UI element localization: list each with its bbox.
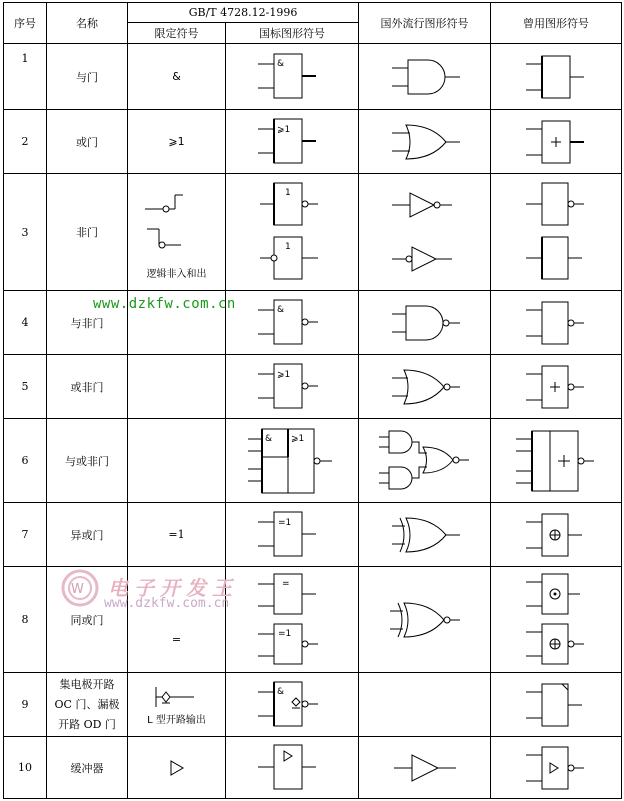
gb-buffer-symbol	[252, 741, 332, 795]
table-row	[4, 503, 622, 567]
row-index: 5	[4, 355, 47, 419]
gb-nand-label: &	[277, 304, 285, 315]
header-index: 序号	[4, 3, 47, 44]
row-index: 9	[4, 673, 47, 737]
gb-xor-gate-symbol	[252, 508, 332, 562]
table-row	[4, 419, 622, 503]
row-index: 1	[4, 44, 47, 110]
row-name-line3: 开路 OD 门	[58, 717, 116, 731]
header-standard: GB/T 4728.12-1996	[128, 3, 359, 23]
row-index: 6	[4, 419, 47, 503]
gb-aoi-and-label: &	[265, 433, 273, 444]
foreign-nor-gate-symbol	[380, 362, 470, 412]
header-common: 曾用图形符号	[491, 3, 622, 44]
common-not-gate-symbol	[516, 177, 596, 287]
header-qualifier: 限定符号	[128, 23, 226, 44]
foreign-or-gate-symbol	[380, 117, 470, 167]
qualifier-symbol	[128, 355, 226, 419]
gb-not-label-2: 1	[285, 242, 291, 252]
foreign-aoi-gate-symbol	[375, 425, 475, 497]
gb-xnor-alt-label: =1	[278, 628, 292, 639]
common-nor-gate-symbol	[516, 360, 596, 414]
foreign-not-gate-symbol	[380, 177, 470, 287]
qualifier-caption: 逻辑非入和出	[146, 268, 207, 280]
common-xnor-gate-symbol	[516, 570, 596, 670]
row-name: 异或门	[47, 503, 128, 567]
row-name: 或非门	[47, 355, 128, 419]
gb-nor-gate-symbol	[252, 360, 332, 414]
qualifier-symbol	[128, 419, 226, 503]
gb-nand-gate-symbol	[252, 296, 332, 350]
gb-open-drain-symbol	[252, 678, 332, 732]
gb-and-gate-symbol	[252, 50, 332, 104]
gb-and-label: &	[277, 58, 285, 69]
qualifier-symbol: =	[128, 567, 226, 673]
row-name: 与或非门	[47, 419, 128, 503]
gb-not-label-1: 1	[285, 188, 291, 198]
row-name: 非门	[47, 174, 128, 291]
svg-text:W: W	[71, 582, 84, 597]
gb-xnor-label: =	[282, 578, 290, 589]
row-name: 与非门	[47, 291, 128, 355]
row-name-line2: OC 门、漏极	[54, 697, 120, 711]
logic-gate-symbol-table	[3, 2, 622, 799]
gb-nor-label: ⩾1	[277, 369, 291, 380]
watermark-title: 电子开发王	[108, 576, 238, 600]
row-name-line1: 集电极开路	[59, 677, 115, 691]
watermark-url: www.dzkfw.com.cn	[93, 296, 236, 312]
row-index: 4	[4, 291, 47, 355]
qualifier-symbol: =1	[128, 503, 226, 567]
negation-qualifier-symbol	[137, 185, 217, 265]
gb-od-label: &	[277, 686, 285, 697]
gb-aoi-or-label: ⩾1	[291, 433, 305, 444]
common-nand-gate-symbol	[516, 296, 596, 350]
table-row	[4, 737, 622, 799]
qualifier-symbol: &	[128, 44, 226, 110]
row-name: 与门	[47, 44, 128, 110]
table-row	[4, 355, 622, 419]
gb-aoi-gate-symbol	[242, 425, 342, 497]
common-or-gate-symbol	[516, 115, 596, 169]
header-gb-symbol: 国标图形符号	[226, 23, 359, 44]
row-index: 7	[4, 503, 47, 567]
common-buffer-symbol	[516, 741, 596, 795]
foreign-xnor-gate-symbol	[380, 595, 470, 645]
gb-or-gate-symbol	[252, 115, 332, 169]
row-name: 同或门	[47, 567, 128, 673]
gb-not-gate-symbol	[252, 177, 332, 287]
gb-xor-label: =1	[278, 517, 292, 528]
common-xor-gate-symbol	[516, 508, 596, 562]
qualifier-symbol: ⩾1	[128, 110, 226, 174]
buffer-qualifier-symbol	[157, 754, 197, 782]
gb-xnor-gate-symbol	[252, 570, 332, 670]
table-row	[4, 110, 622, 174]
common-aoi-gate-symbol	[506, 425, 606, 497]
row-index: 8	[4, 567, 47, 673]
row-name: 缓冲器	[47, 737, 128, 799]
open-drain-qualifier-symbol	[142, 683, 212, 711]
table-row	[4, 174, 622, 291]
watermark-url-2: www.dzkfw.com.cn	[104, 596, 230, 611]
table-row	[4, 673, 622, 737]
row-index: 10	[4, 737, 47, 799]
header-foreign: 国外流行图形符号	[359, 3, 491, 44]
watermark-logo-icon	[60, 568, 100, 608]
common-open-drain-symbol	[516, 678, 596, 732]
table-row	[4, 44, 622, 110]
foreign-xor-gate-symbol	[380, 510, 470, 560]
qualifier-caption: L 型开路输出	[147, 715, 206, 726]
foreign-and-gate-symbol	[380, 52, 470, 102]
common-and-gate-symbol	[516, 50, 596, 104]
gb-or-label: ⩾1	[277, 124, 291, 135]
row-name: 或门	[47, 110, 128, 174]
row-index: 2	[4, 110, 47, 174]
foreign-buffer-symbol	[380, 743, 470, 793]
foreign-nand-gate-symbol	[380, 298, 470, 348]
row-index: 3	[4, 174, 47, 291]
header-name: 名称	[47, 3, 128, 44]
